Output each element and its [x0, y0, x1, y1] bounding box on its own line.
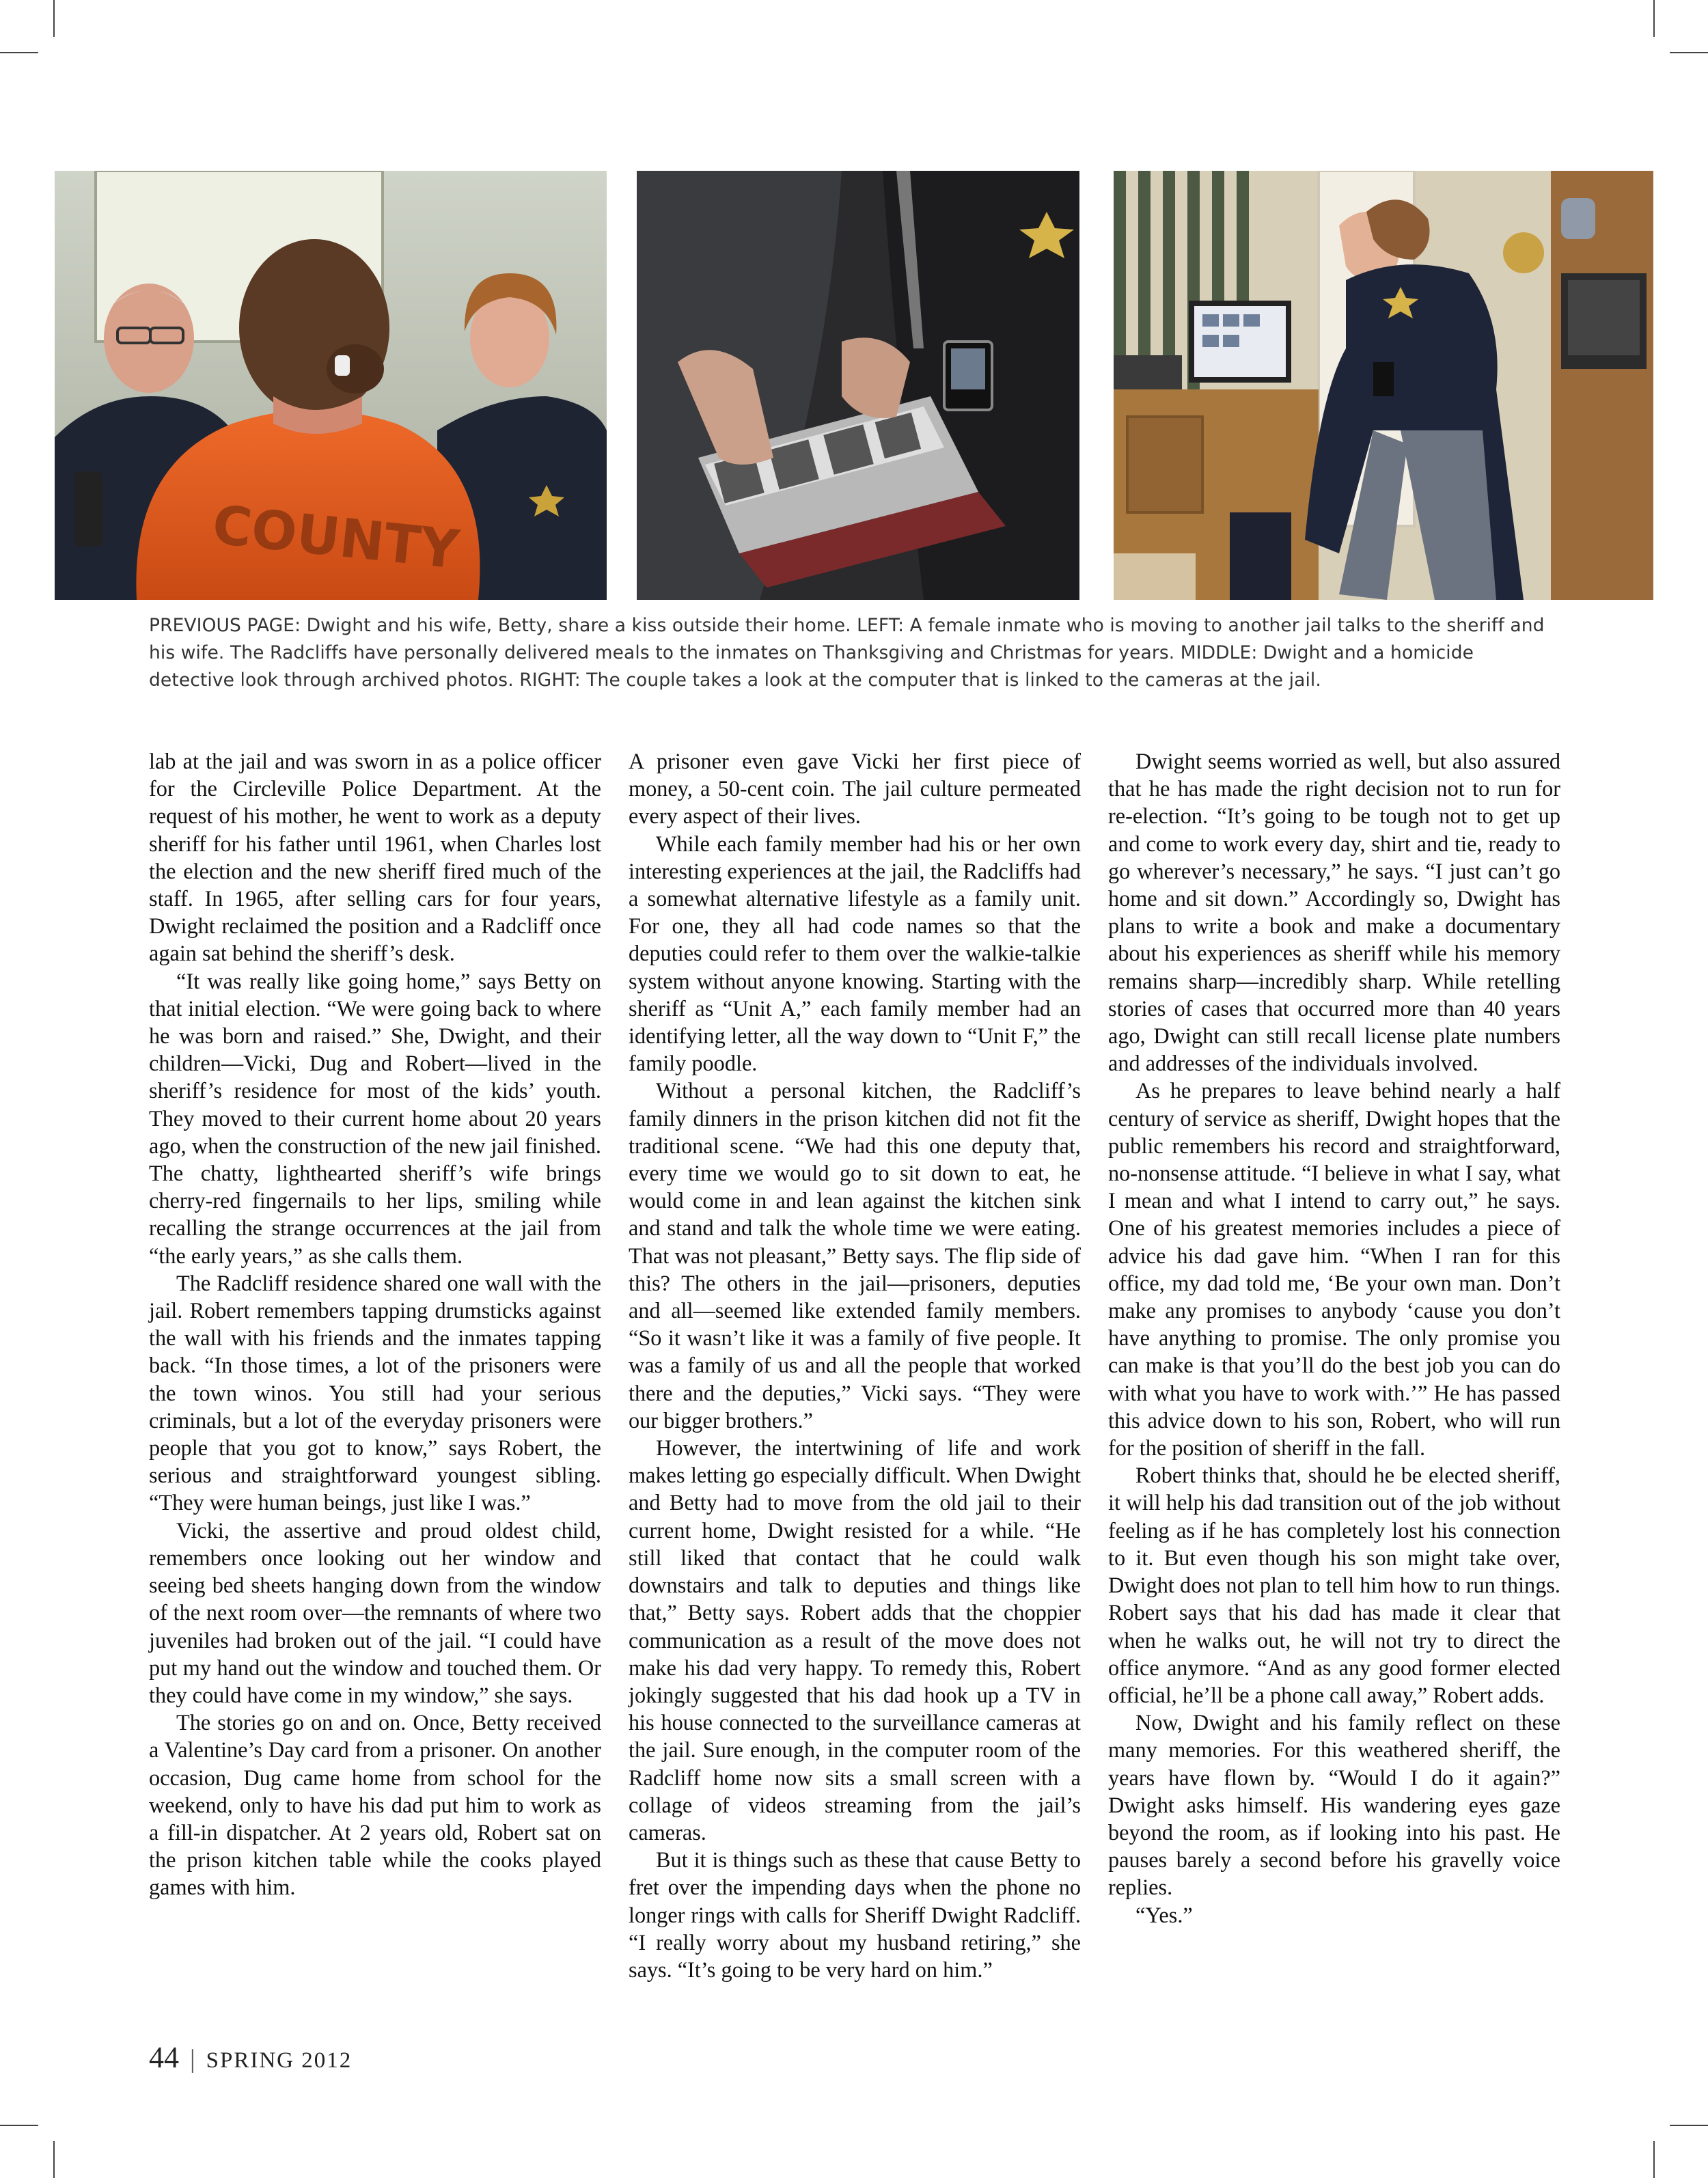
paragraph: “Yes.”: [1135, 1902, 1193, 1927]
paragraph: Dwight seems worried as well, but also assured that he has made the right decision not to run for re-election. “It’s going to be tough not to get up and come to work every day, shirt and tie, ready to go wherever’s necessary,” he says. “I just can’t go home and sit down.” Accordingly so, Dwight has plans to write a book and make a documentary about his experiences as sheriff while his memory remains sharp—incredibly sharp. While retelling stories of cases that occurred more than 40 years ago, Dwight can still recall license plate numbers and addresses of the individuals involved.: [1108, 749, 1560, 1076]
crop-mark-top-left-h: [0, 52, 38, 53]
shirt-county-text: COUNTY: [209, 494, 463, 581]
crop-mark-top-left-v: [53, 0, 55, 37]
paragraph: Robert thinks that, should he be elected sheriff, it will help his dad transition out of the job without feeling as if he has completely lost his connection to it. But even though his son might take over, Dwight does not plan to tell him how to run things. Robert says that his dad has made it clear that when he walks out, he will not try to direct the office anymore. “And as any good former elected official, he’ll be a phone call away,” Robert adds.: [1108, 1463, 1560, 1707]
crop-mark-bottom-left-h: [0, 2125, 38, 2126]
paragraph: Now, Dwight and his family reflect on these many memories. For this weathered sheriff, the years have flown by. “Would I do it again?” Dwight asks himself. His wandering eyes gaze beyond the room, as if looking into his past. He pauses barely a second before his gravelly voice replies.: [1108, 1710, 1560, 1900]
photo-caption: PREVIOUS PAGE: Dwight and his wife, Betty, share a kiss outside their home. LEFT: A female inmate who is moving to another jail talks to the sheriff and his wife. The Radcliffs have personally delivered meals to the inmates on Thanksgiving and Christmas for years. MIDDLE: Dwight and a homicide detective look through archived photos. RIGHT: The couple takes a look at the computer that is linked to the cameras at the jail.: [149, 615, 1545, 691]
crop-mark-top-right-h: [1670, 52, 1708, 53]
crop-mark-top-right-v: [1653, 0, 1655, 37]
paragraph: The Radcliff residence shared one wall with the jail. Robert remembers tapping drumsticks against the wall with his friends and the inmates tapping back. “In those times, a lot of the prisoners were the town winos. You still had your serious criminals, but a lot of the everyday prisoners were people that you got to know,” says Robert, the serious and straightforward youngest sibling. “They were human beings, just like I was.”: [149, 1270, 601, 1515]
crop-mark-bottom-left-v: [53, 2141, 55, 2178]
footer-separator: |: [190, 2045, 195, 2073]
article-column-1: [149, 747, 601, 1901]
page-footer: [149, 2040, 352, 2075]
paragraph: While each family member had his or her own interesting experiences at the jail, the Radcliffs had a somewhat alternative lifestyle as a family unit. For one, they all had code names so that the deputies could refer to them over the walkie-talkie system without anyone knowing. Starting with the sheriff as “Unit A,” each family member had an identifying letter, all the way down to “Unit F,” the family poodle.: [629, 831, 1081, 1076]
paragraph: “It was really like going home,” says Betty on that initial election. “We were going back to where he was born and raised.” She, Dwight, and their children—Vicki, Dug and Robert—lived in the sheriff’s residence for most of the kids’ youth. They moved to their current home about 20 years ago, when the construction of the new jail finished. The chatty, lighthearted sheriff’s wife brings cherry-red fingernails to her lips, smiling while recalling the strange occurrences at the jail from “the early years,” as she calls them.: [149, 968, 601, 1268]
photo-computer-room: [1114, 171, 1653, 600]
paragraph: Vicki, the assertive and proud oldest child, remembers once looking out her window and seeing bed sheets hanging down from the window of the next room over—the remnants of where two juveniles had broken out of the jail. “I could have put my hand out the window and touched them. Or they could have come in my window,” she says.: [149, 1517, 601, 1707]
paragraph: As he prepares to leave behind nearly a half century of service as sheriff, Dwight hopes that the public remembers his record and straightforward, no-nonsense attitude. “I believe in what I say, what I mean and what I intend to carry out,” he says. One of his greatest memories includes a piece of advice his dad gave him. “When I ran for this office, my dad told me, ‘Be your own man. Don’t make any promises to anybody ‘cause you don’t have anything to promise. The only promise you can make is that you’ll do the best job you can do with what you have to work with.’” He has passed this advice down to his son, Robert, who will run for the position of sheriff in the fall.: [1108, 1078, 1560, 1461]
paragraph: A prisoner even gave Vicki her first piece of money, a 50-cent coin. The jail culture permeated every aspect of their lives.: [629, 749, 1081, 829]
paragraph: But it is things such as these that cause Betty to fret over the impending days when the phone no longer rings with calls for Sheriff Dwight Radcliff. “I really worry about my husband retiring,” she says. “It’s going to be very hard on him.”: [629, 1847, 1081, 1982]
issue-label: SPRING 2012: [206, 2048, 353, 2073]
article-column-2: [629, 747, 1081, 1983]
crop-mark-bottom-right-h: [1670, 2125, 1708, 2126]
paragraph: Without a personal kitchen, the Radcliff’s family dinners in the prison kitchen did not fit the traditional scene. “We had this one deputy that, every time we would go to sit down to eat, he would come in and lean against the kitchen sink and stand and talk the whole time we were eating. That was not pleasant,” Betty says. The flip side of this? The others in the jail—prisoners, deputies and all—seemed like extended family members. “So it wasn’t like it was a family of five people. It was a family of us and all the people that worked there and the deputies,” Vicki says. “They were our bigger brothers.”: [629, 1078, 1081, 1433]
photo-archived-photos: [637, 171, 1079, 600]
article-column-3: [1108, 747, 1560, 1929]
crop-mark-bottom-right-v: [1653, 2141, 1655, 2178]
page-number: 44: [149, 2041, 179, 2074]
paragraph: The stories go on and on. Once, Betty received a Valentine’s Day card from a prisoner. On another occasion, Dug came home from school for the weekend, only to have his dad put him to work as a fill-in dispatcher. At 2 years old, Robert sat on the prison kitchen table while the cooks played games with him.: [149, 1710, 601, 1900]
paragraph: However, the intertwining of life and work makes letting go especially difficult. When Dwight and Betty had to move from the old jail to their current home, Dwight resisted for a while. “He still liked that contact that he could walk downstairs and talk to deputies and things like that,” Betty says. Robert adds that the choppier communication as a result of the move does not make his dad very happy. To remedy this, Robert jokingly suggested that his dad hook up a TV in his house connected to the surveillance cameras at the jail. Sure enough, in the computer room of the Radcliff home now sits a small screen with a collage of videos streaming from the jail’s cameras.: [629, 1435, 1081, 1845]
photo-inmate-with-sheriff: [55, 171, 607, 600]
paragraph: lab at the jail and was sworn in as a police officer for the Circleville Police Department. At the request of his mother, he went to work as a deputy sheriff for his father until 1961, when Charles lost the election and the new sheriff fired much of the staff. In 1965, after selling cars for four years, Dwight reclaimed the position and a Radcliff once again sat behind the sheriff’s desk.: [149, 749, 601, 966]
